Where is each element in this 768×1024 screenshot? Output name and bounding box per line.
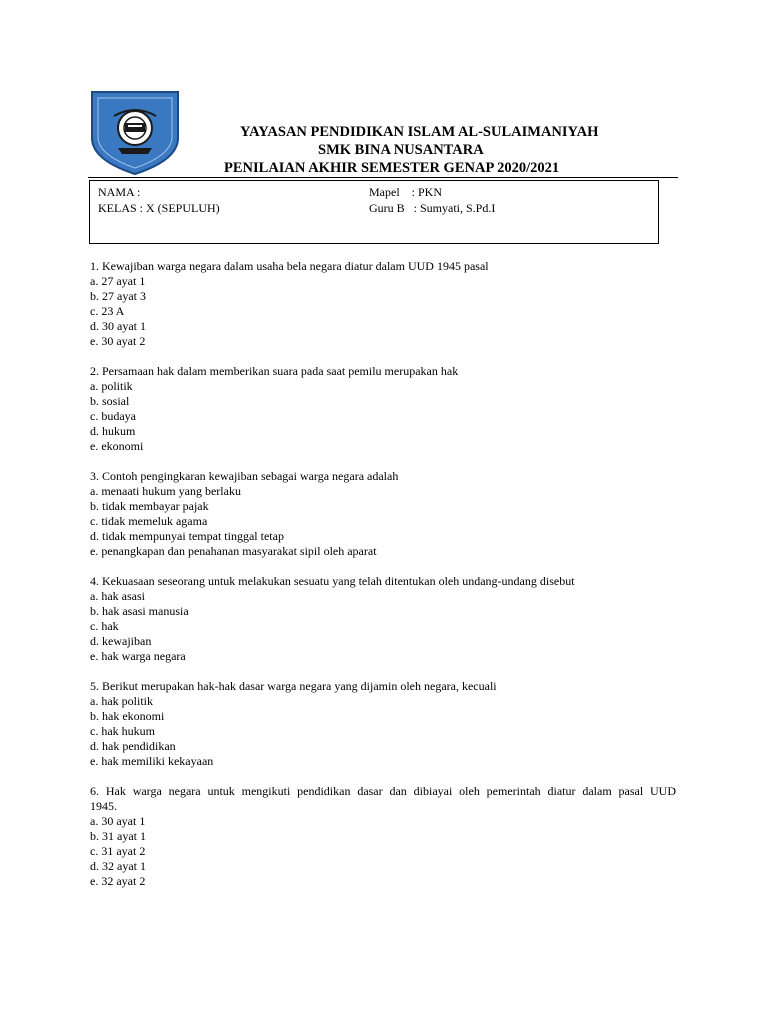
option-b: b. hak ekonomi <box>90 709 165 723</box>
question-text: 3. Contoh pengingkaran kewajiban sebagai warga negara adalah <box>90 469 399 483</box>
option-b: b. sosial <box>90 394 130 408</box>
option-b: b. tidak membayar pajak <box>90 499 209 513</box>
option-a: a. menaati hukum yang berlaku <box>90 484 241 498</box>
option-e: e. ekonomi <box>90 439 144 453</box>
option-d: d. hukum <box>90 424 136 438</box>
school-name: SMK BINA NUSANTARA <box>318 142 484 158</box>
option-e: e. hak memiliki kekayaan <box>90 754 214 768</box>
question-text-continued: 1945. <box>90 799 117 813</box>
option-b: b. 31 ayat 1 <box>90 829 146 843</box>
option-a: a. hak asasi <box>90 589 145 603</box>
question-text: 2. Persamaan hak dalam memberikan suara pada saat pemilu merupakan hak <box>90 364 459 378</box>
option-a: a. politik <box>90 379 133 393</box>
option-b: b. hak asasi manusia <box>90 604 189 618</box>
option-d: d. 30 ayat 1 <box>90 319 146 333</box>
option-e: e. 30 ayat 2 <box>90 334 146 348</box>
exam-title: PENILAIAN AKHIR SEMESTER GENAP 2020/2021 <box>224 160 560 176</box>
student-info-box <box>89 180 659 244</box>
option-d: d. kewajiban <box>90 634 152 648</box>
question-item <box>90 259 676 349</box>
question-text: 6. Hak warga negara untuk mengikuti pendidikan dasar dan dibiayai oleh pemerintah diatur dalam pasal UUD <box>90 784 676 798</box>
question-item <box>90 469 676 559</box>
option-c: c. budaya <box>90 409 136 423</box>
option-e: e. 32 ayat 2 <box>90 874 146 888</box>
option-b: b. 27 ayat 3 <box>90 289 146 303</box>
question-text: 4. Kekuasaan seseorang untuk melakukan sesuatu yang telah ditentukan oleh undang-undang disebut <box>90 574 575 588</box>
option-c: c. 31 ayat 2 <box>90 844 146 858</box>
guru-field-label: Guru B : Sumyati, S.Pd.I <box>369 201 496 215</box>
option-e: e. penangkapan dan penahanan masyarakat sipil oleh aparat <box>90 544 377 558</box>
foundation-title: YAYASAN PENDIDIKAN ISLAM AL-SULAIMANIYAH <box>240 124 599 140</box>
option-e: e. hak warga negara <box>90 649 186 663</box>
question-text: 1. Kewajiban warga negara dalam usaha bela negara diatur dalam UUD 1945 pasal <box>90 259 489 273</box>
mapel-field-label: Mapel : PKN <box>369 185 442 199</box>
option-c: c. hak <box>90 619 119 633</box>
header-divider <box>88 177 678 178</box>
question-item <box>90 679 676 769</box>
option-d: d. 32 ayat 1 <box>90 859 146 873</box>
option-d: d. hak pendidikan <box>90 739 176 753</box>
option-a: a. 27 ayat 1 <box>90 274 146 288</box>
option-c: c. 23 A <box>90 304 125 318</box>
question-text: 5. Berikut merupakan hak-hak dasar warga negara yang dijamin oleh negara, kecuali <box>90 679 497 693</box>
option-a: a. 30 ayat 1 <box>90 814 146 828</box>
kelas-field-label: KELAS : X (SEPULUH) <box>98 201 220 215</box>
question-item <box>90 574 676 664</box>
nama-field-label: NAMA : <box>98 185 141 199</box>
question-list <box>90 259 676 904</box>
option-c: c. tidak memeluk agama <box>90 514 208 528</box>
question-item <box>90 784 676 889</box>
option-d: d. tidak mempunyai tempat tinggal tetap <box>90 529 284 543</box>
option-a: a. hak politik <box>90 694 153 708</box>
school-emblem-icon <box>90 90 180 176</box>
option-c: c. hak hukum <box>90 724 155 738</box>
question-item <box>90 364 676 454</box>
